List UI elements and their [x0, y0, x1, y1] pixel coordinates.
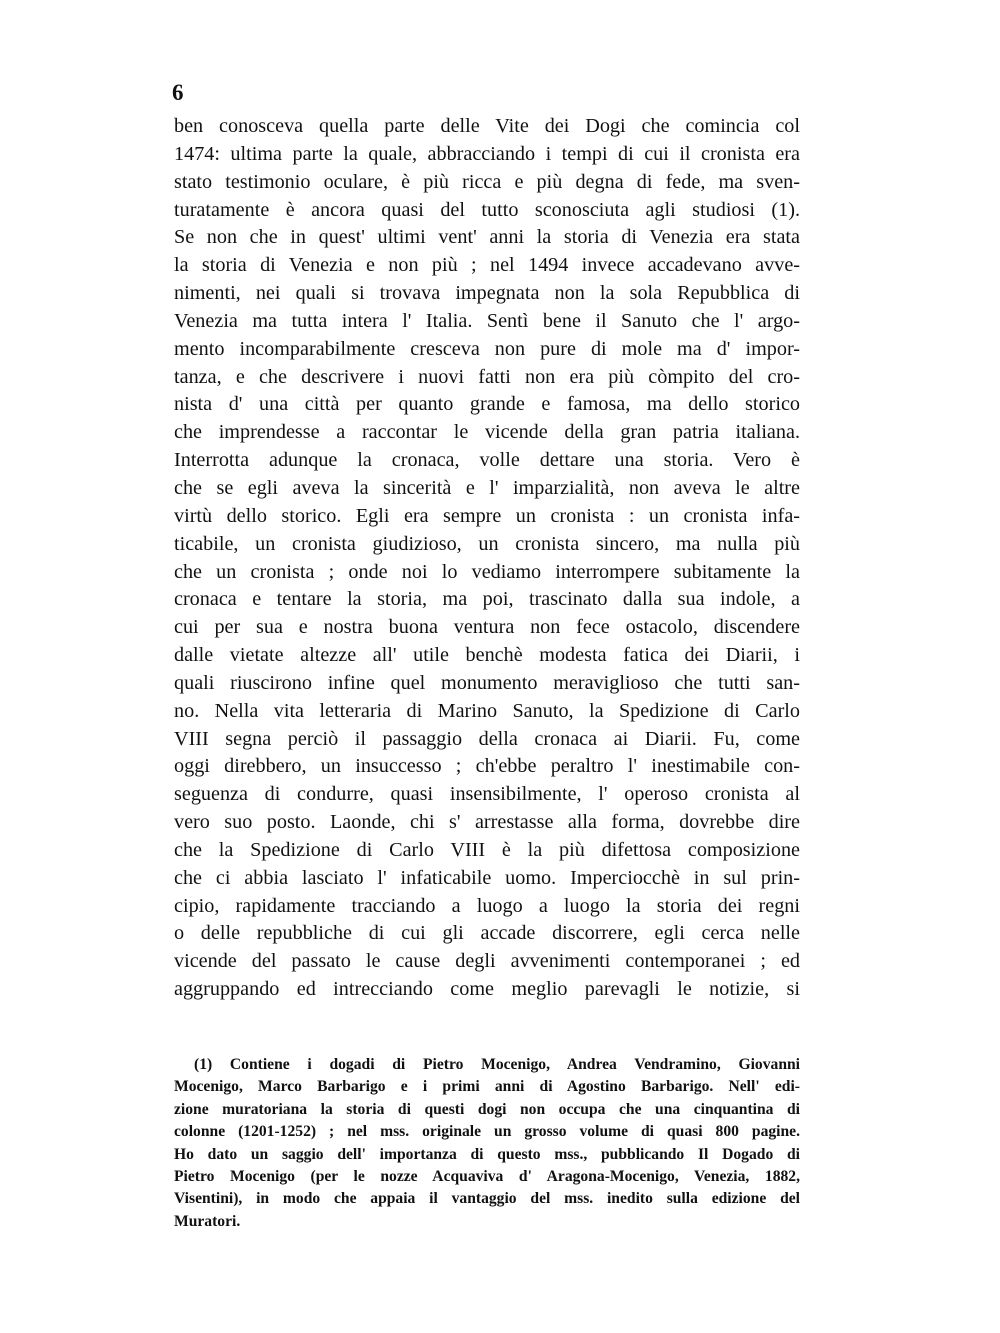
body-line: vero suo posto. Laonde, chi s' arrestasse alla forma, dovrebbe dire	[174, 811, 800, 834]
body-line: ben conosceva quella parte delle Vite dei Dogi che comincia col	[174, 115, 800, 137]
body-line: no. Nella vita letteraria di Marino Sanuto, la Spedizione di Carlo	[174, 699, 800, 722]
body-line: seguenza di condurre, quasi insensibilmente, l' operoso cronista al	[174, 783, 800, 806]
body-line: cronaca e tentare la storia, ma poi, trascinato dalla sua indole, a	[174, 588, 800, 611]
body-line: che la Spedizione di Carlo VIII è la più difettosa composizione	[174, 838, 800, 861]
body-line: Venezia ma tutta intera l' Italia. Sentì bene il Sanuto che l' argo-	[174, 309, 800, 332]
page-number: 6	[172, 80, 184, 105]
body-line: virtù dello storico. Egli era sempre un cronista : un cronista infa-	[174, 504, 800, 527]
body-line: 1474: ultima parte la quale, abbracciando i tempi di cui il cronista era	[174, 142, 800, 165]
body-line: turatamente è ancora quasi del tutto sconosciuta agli studiosi (1).	[174, 198, 800, 221]
body-line: nista d' una città per quanto grande e famosa, ma dello storico	[174, 393, 800, 416]
body-line: che se egli aveva la sincerità e l' imparzialità, non aveva le altre	[174, 476, 800, 499]
body-line: vicende del passato le cause degli avvenimenti contemporanei ; ed	[174, 950, 800, 973]
body-text	[174, 113, 800, 1004]
body-line: ticabile, un cronista giudizioso, un cronista sincero, ma nulla più	[174, 532, 800, 555]
footnote-line: Mocenigo, Marco Barbarigo e i primi anni di Agostino Barbarigo. Nell' edi-	[174, 1078, 800, 1096]
body-line: dalle vietate altezze all' utile benchè modesta fatica dei Diarii, i	[174, 644, 800, 667]
footnote-line: zione muratoriana la storia di questi dogi non occupa che una cinquantina di	[174, 1100, 800, 1118]
body-line: nimenti, nei quali si trovava impegnata non la sola Repubblica di	[174, 282, 800, 305]
body-line: Interrotta adunque la cronaca, volle dettare una storia. Vero è	[174, 449, 800, 472]
body-line: Se non che in quest' ultimi vent' anni la storia di Venezia era stata	[174, 226, 800, 249]
body-line: che ci abbia lasciato l' infaticabile uomo. Imperciocchè in sul prin-	[174, 866, 800, 889]
body-line: VIII segna perciò il passaggio della cronaca ai Diarii. Fu, come	[174, 727, 800, 750]
footnote-line: Muratori.	[174, 1212, 241, 1230]
body-line: mento incomparabilmente cresceva non pure di mole ma d' impor-	[174, 337, 800, 360]
body-line: cipio, rapidamente tracciando a luogo a luogo la storia dei regni	[174, 894, 800, 917]
body-line: che un cronista ; onde noi lo vediamo interrompere subitamente la	[174, 560, 800, 583]
body-line: cui per sua e nostra buona ventura non fece ostacolo, discendere	[174, 616, 800, 639]
body-line: aggruppando ed intrecciando come meglio parevagli le notizie, si	[174, 978, 800, 1001]
footnote-line: Ho dato un saggio dell' importanza di questo mss., pubblicando Il Dogado di	[174, 1145, 800, 1163]
body-line: la storia di Venezia e non più ; nel 1494 invece accadevano avve-	[174, 254, 800, 277]
footnote-line: (1) Contiene i dogadi di Pietro Mocenigo, Andrea Vendramino, Giovanni	[194, 1056, 800, 1073]
footnote	[174, 1054, 800, 1233]
body-line: quali riuscirono infine quel monumento meraviglioso che tutti san-	[174, 671, 800, 694]
body-line: oggi direbbero, un insuccesso ; ch'ebbe peraltro l' inestimabile con-	[174, 755, 800, 778]
body-line: tanza, e che descrivere i nuovi fatti non era più còmpito del cro-	[174, 365, 800, 388]
footnote-line: Pietro Mocenigo (per le nozze Acquaviva d' Aragona-Mocenigo, Venezia, 1882,	[174, 1167, 800, 1185]
body-line: che imprendesse a raccontar le vicende della gran patria italiana.	[174, 421, 800, 444]
footnote-line: colonne (1201-1252) ; nel mss. originale un grosso volume di quasi 800 pagine.	[174, 1123, 800, 1141]
body-line: stato testimonio oculare, è più ricca e più degna di fede, ma sven-	[174, 170, 800, 193]
body-line: o delle repubbliche di cui gli accade discorrere, egli cerca nelle	[174, 922, 800, 945]
footnote-line: Visentini), in modo che appaia il vantaggio del mss. inedito sulla edizione del	[174, 1190, 800, 1208]
